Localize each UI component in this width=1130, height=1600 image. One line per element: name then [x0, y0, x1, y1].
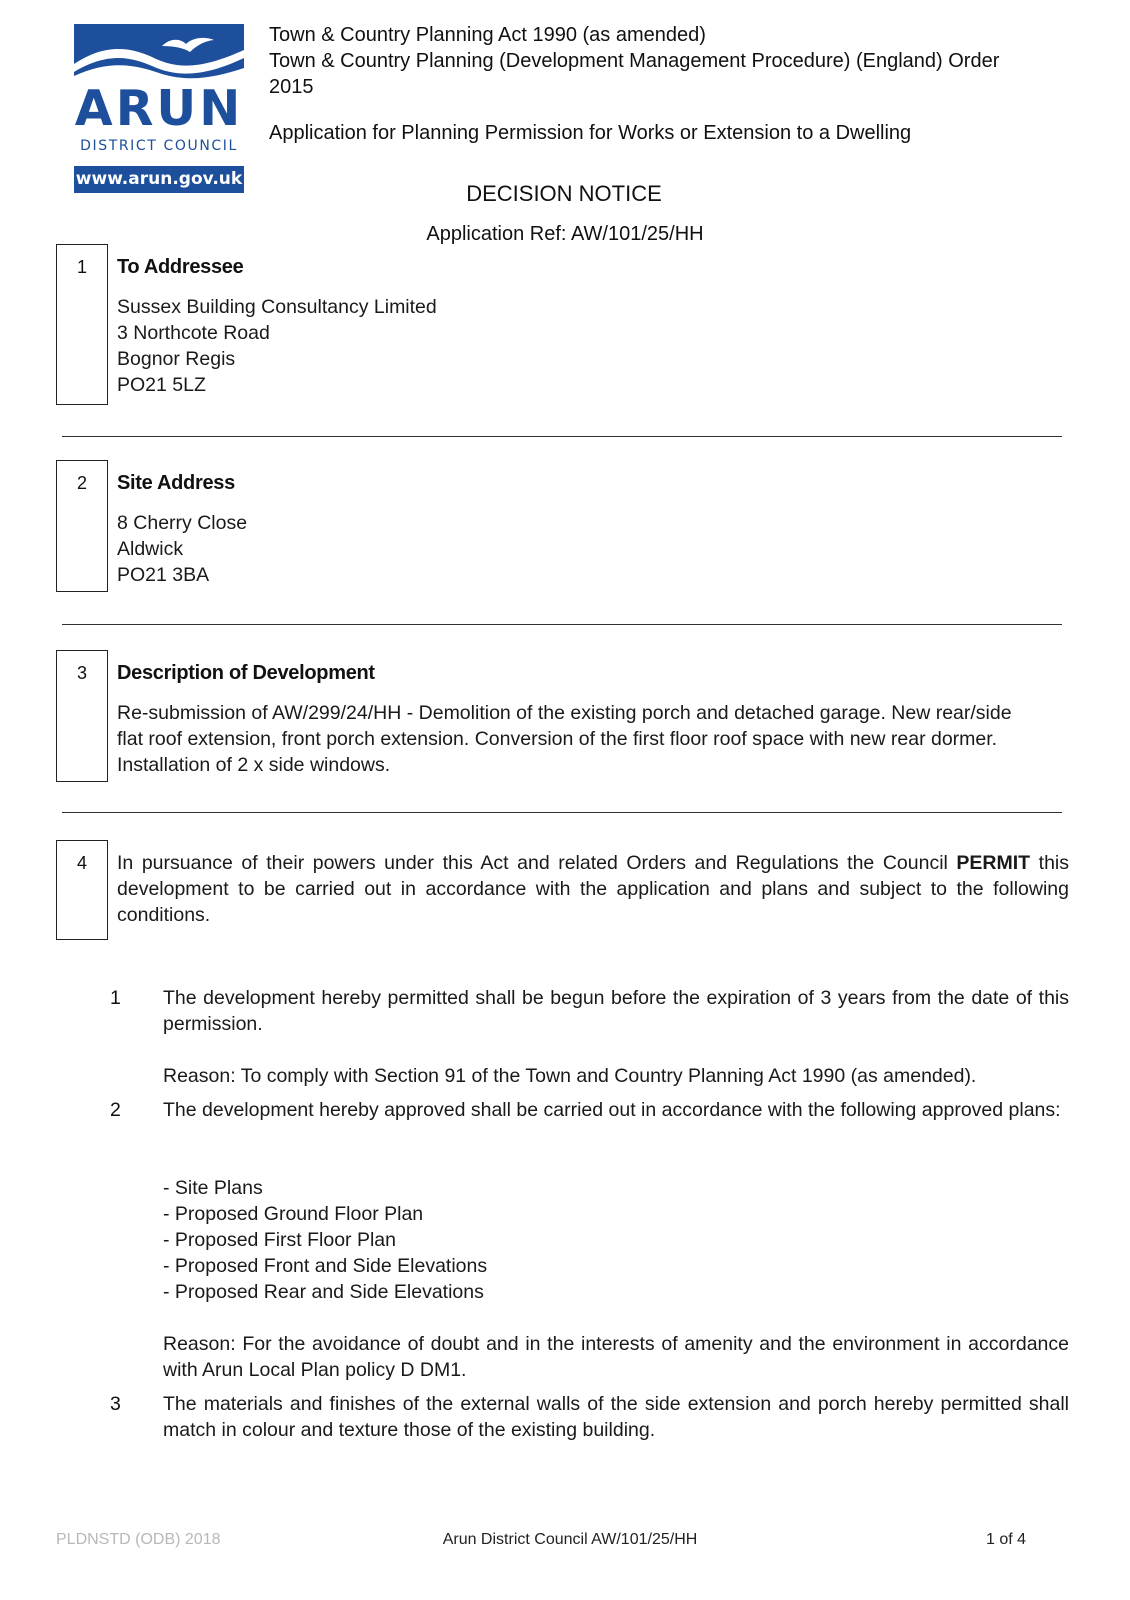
decision-text-after: this development to be carried out in accordance with the application and plans and subject to the following conditions.: [117, 852, 1069, 926]
footer-council-ref: Arun District Council AW/101/25/HH: [442, 1531, 698, 1548]
addressee-line: PO21 5LZ: [117, 374, 206, 396]
application-ref: Application Ref: AW/101/25/HH: [426, 223, 704, 245]
notice-title: [0, 180, 1130, 208]
condition-text: The development hereby approved shall be carried out in accordance with the following approved plans:: [163, 1099, 1061, 1121]
condition-text: The development hereby permitted shall be begun before the expiration of 3 years from the date of this permission.: [163, 987, 1069, 1035]
section-number-box-3: [56, 650, 108, 782]
section-number: 2: [76, 473, 87, 493]
condition-text: The materials and finishes of the external walls of the side extension and porch hereby permitted shall match in colour and texture those of the existing building.: [163, 1393, 1069, 1441]
plan-item: - Site Plans: [163, 1177, 263, 1199]
section-number: 1: [76, 257, 87, 277]
condition-reason: Reason: For the avoidance of doubt and in the interests of amenity and the environment in accordance with Arun Local Plan policy D DM1.: [163, 1333, 1069, 1381]
approved-plans-list: [163, 1175, 1069, 1305]
plan-item: - Proposed First Floor Plan: [163, 1229, 397, 1251]
act-line-2: Town & Country Planning (Development Management Procedure) (England) Order: [269, 50, 1000, 72]
condition-number: 3: [110, 1393, 121, 1415]
addressee-line: 3 Northcote Road: [117, 322, 270, 344]
notice-title-text: DECISION NOTICE: [466, 181, 662, 206]
addressee-line: Bognor Regis: [117, 348, 236, 370]
addressee-line: Sussex Building Consultancy Limited: [117, 296, 437, 318]
divider: [62, 624, 1062, 625]
decision-text-before: In pursuance of their powers under this Act and related Orders and Regulations the Council: [117, 852, 957, 874]
plan-item: - Proposed Ground Floor Plan: [163, 1203, 424, 1225]
development-description: Re-submission of AW/299/24/HH - Demolition of the existing porch and detached garage. New rear/side flat roof extension, front porch extension. Conversion of the first floor roof space with new rear dormer. Installation of 2 x side windows.: [117, 702, 1012, 776]
decision-word: PERMIT: [956, 852, 1031, 874]
section-number-box-2: [56, 460, 108, 592]
section-number-box-1: [56, 244, 108, 405]
act-line-3: 2015: [269, 76, 314, 98]
section-title-site: Site Address: [117, 472, 235, 494]
footer-form-code: PLDNSTD (ODB) 2018: [56, 1531, 221, 1548]
section-title-description: Description of Development: [117, 662, 375, 684]
application-type: Application for Planning Permission for Works or Extension to a Dwelling: [269, 122, 912, 144]
divider: [62, 436, 1062, 437]
condition-number: 1: [110, 987, 121, 1009]
wave-bird-icon: [74, 24, 244, 82]
logo-url: www.arun.gov.uk: [74, 166, 244, 193]
council-logo: [74, 24, 244, 196]
site-address-block: [117, 510, 247, 588]
plan-item: - Proposed Rear and Side Elevations: [163, 1281, 484, 1303]
section-number: 4: [76, 853, 87, 873]
footer-page-number: 1 of 4: [986, 1531, 1027, 1548]
condition-number: 2: [110, 1099, 121, 1121]
act-line-1: Town & Country Planning Act 1990 (as amended): [269, 24, 706, 46]
section-number: 3: [76, 663, 87, 683]
site-address-line: 8 Cherry Close: [117, 512, 248, 534]
decision-statement: [117, 850, 1069, 928]
divider: [62, 812, 1062, 813]
addressee-block: [117, 294, 437, 398]
section-number-box-4: [56, 840, 108, 940]
section-title-addressee: To Addressee: [117, 256, 244, 278]
logo-name: ARUN: [74, 80, 244, 137]
logo-subtitle: DISTRICT COUNCIL: [80, 138, 238, 154]
site-address-line: Aldwick: [117, 538, 184, 560]
site-address-line: PO21 3BA: [117, 564, 210, 586]
condition-reason: Reason: To comply with Section 91 of the Town and Country Planning Act 1990 (as amended).: [163, 1065, 977, 1087]
plan-item: - Proposed Front and Side Elevations: [163, 1255, 488, 1277]
